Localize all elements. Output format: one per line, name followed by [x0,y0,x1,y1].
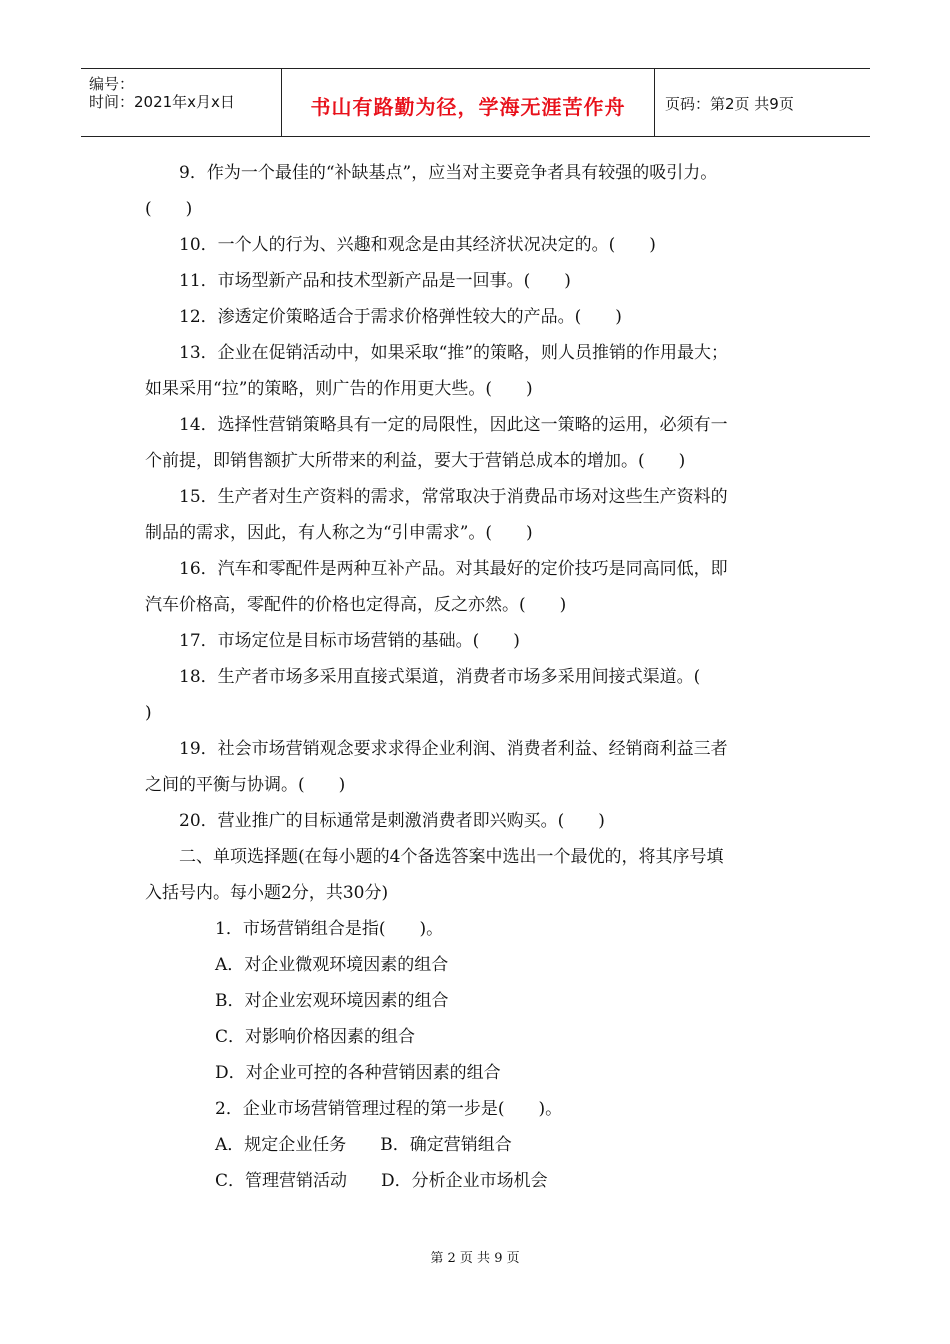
text-line: 9．作为一个最佳的“补缺基点”，应当对主要竞争者具有较强的吸引力。 [179,163,718,183]
text-line: ( ) [145,199,193,219]
text-line: 19．社会市场营销观念要求求得企业利润、消费者利益、经销商利益三者 [179,739,728,759]
text-line: 1．市场营销组合是指( )。 [215,919,444,939]
text-line: 16．汽车和零配件是两种互补产品。对其最好的定价技巧是同高同低，即 [179,559,728,579]
text-line: 个前提，即销售额扩大所带来的利益，要大于营销总成本的增加。( ) [145,451,686,471]
text-line: 12．渗透定价策略适合于需求价格弹性较大的产品。( ) [179,307,622,327]
text-line: 18．生产者市场多采用直接式渠道，消费者市场多采用间接式渠道。( [179,667,701,687]
page-footer: 第 2 页 共 9 页 [430,1251,520,1266]
text-line: 15．生产者对生产资料的需求，常常取决于消费品市场对这些生产资料的 [179,487,728,507]
header-page-cell [655,69,869,136]
header-left-cell [81,69,282,136]
text-line: 11．市场型新产品和技术型新产品是一回事。( ) [179,271,571,291]
text-line: 如果采用“拉”的策略，则广告的作用更大些。( ) [145,379,533,399]
header-motto-cell [282,69,655,136]
text-line: 20．营业推广的目标通常是刺激消费者即兴购买。( ) [179,811,605,831]
text-line: 13．企业在促销活动中，如果采取“推”的策略，则人员推销的作用最大； [179,343,729,363]
text-line: C．管理营销活动 D．分析企业市场机会 [215,1171,548,1191]
text-line: 二、单项选择题(在每小题的4个备选答案中选出一个最优的，将其序号填 [179,847,724,867]
text-line: 制品的需求，因此，有人称之为“引申需求”。( ) [145,523,533,543]
time-label: 时间：2021年x月x日 [89,93,235,111]
text-line: B．对企业宏观环境因素的组合 [215,991,449,1011]
number-label: 编号： [89,75,135,93]
text-line: 14．选择性营销策略具有一定的局限性，因此这一策略的运用，必须有一 [179,415,728,435]
page-info: 页码：第2页 共9页 [665,95,794,113]
document-body [145,155,800,1199]
page-header [81,68,870,137]
text-line: 入括号内。每小题2分，共30分) [145,883,389,903]
text-line: 汽车价格高，零配件的价格也定得高，反之亦然。( ) [145,595,567,615]
text-line: 之间的平衡与协调。( ) [145,775,346,795]
motto: 书山有路勤为径，学海无涯苦作舟 [310,95,626,119]
text-line: D．对企业可控的各种营销因素的组合 [215,1063,501,1083]
text-line: 10．一个人的行为、兴趣和观念是由其经济状况决定的。( ) [179,235,656,255]
text-line: ) [145,703,152,723]
text-line: 17．市场定位是目标市场营销的基础。( ) [179,631,520,651]
text-line: A．对企业微观环境因素的组合 [215,955,449,975]
text-line: A．规定企业任务 B．确定营销组合 [215,1135,512,1155]
text-line: C．对影响价格因素的组合 [215,1027,416,1047]
text-line: 2．企业市场营销管理过程的第一步是( )。 [215,1099,563,1119]
